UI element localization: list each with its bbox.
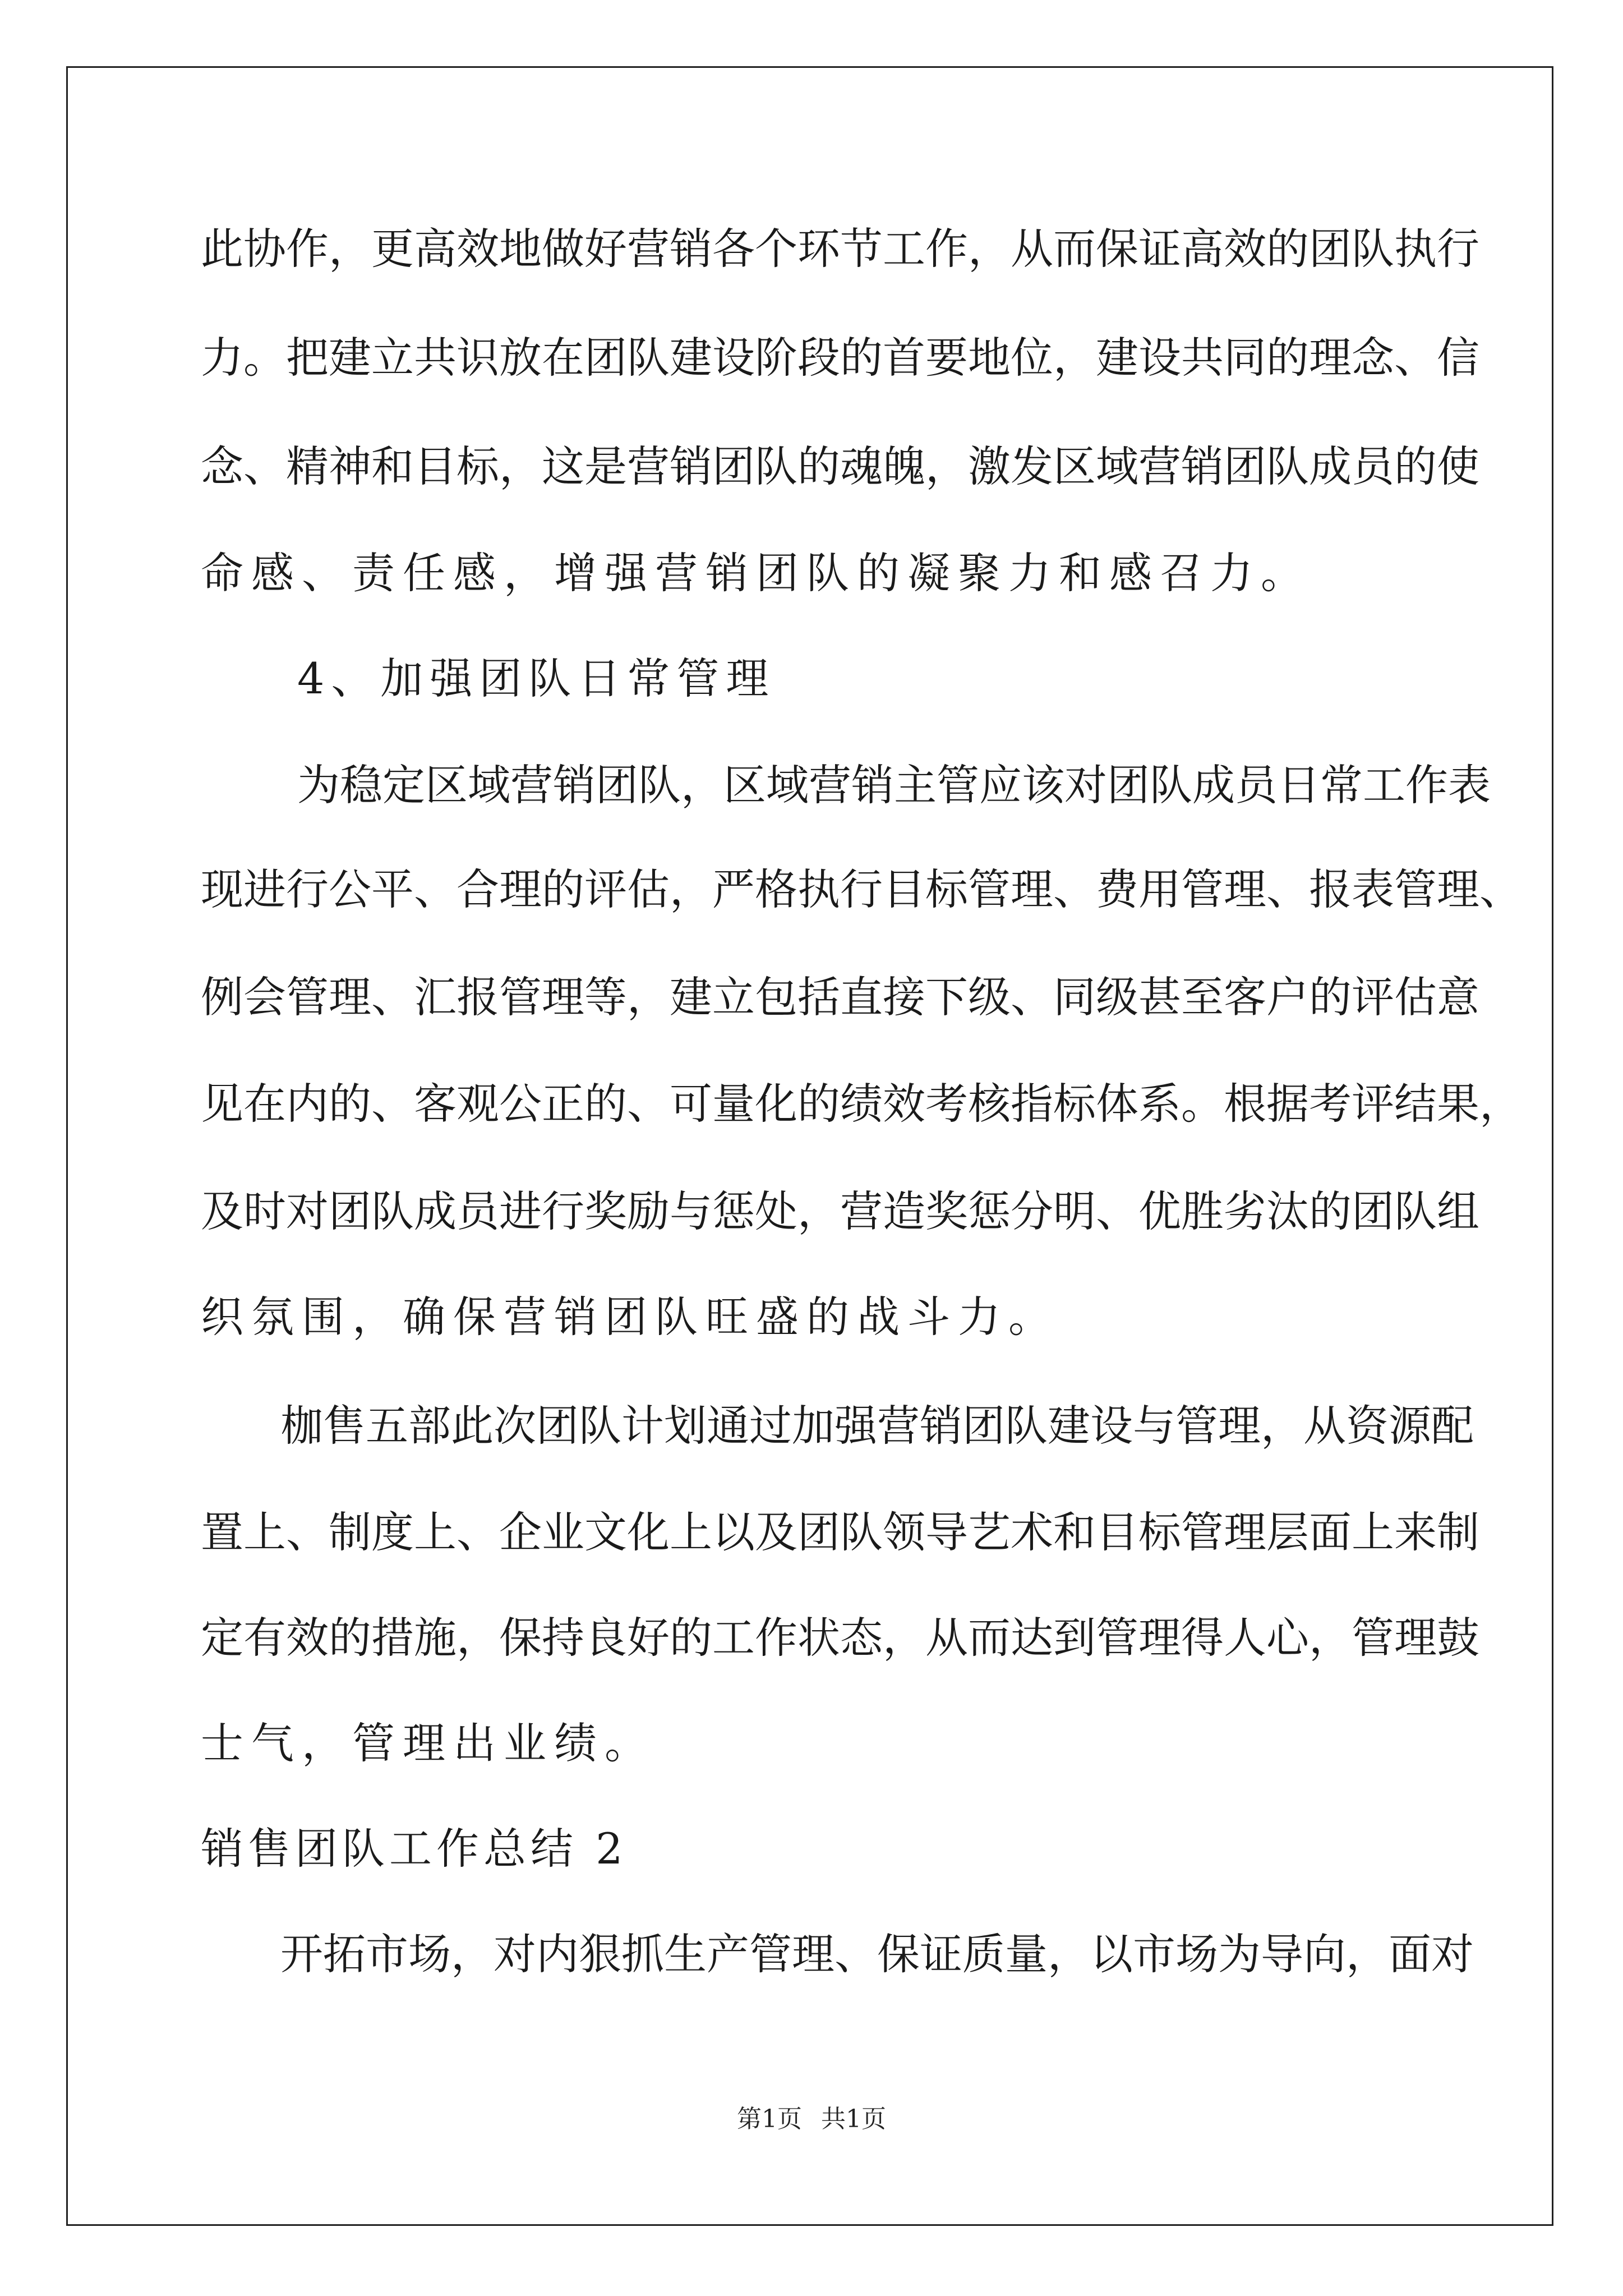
paragraph-line: 织氛围，确保营销团队旺盛的战斗力。 [201,1292,1059,1342]
page-border [66,66,1553,2226]
paragraph-line: 例会管理、汇报管理等，建立包括直接下级、同级甚至客户的评估意 [201,972,1479,1022]
paragraph-line: 力。把建立共识放在团队建设阶段的首要地位，建设共同的理念、信 [201,333,1479,383]
paragraph-line: 现进行公平、合理的评估，严格执行目标管理、费用管理、报表管理、 [201,864,1522,914]
paragraph-line: 士气，管理出业绩。 [201,1718,655,1768]
page-footer [0,2102,1623,2136]
paragraph-line: 见在内的、客观公正的、可量化的绩效考核指标体系。根据考评结果， [201,1079,1522,1129]
paragraph-line: 念、精神和目标，这是营销团队的魂魄，激发区域营销团队成员的使 [201,441,1479,491]
section-heading: 4、加强团队日常管理 [297,654,776,703]
paragraph-line: 定有效的措施，保持良好的工作状态，从而达到管理得人心，管理鼓 [201,1613,1479,1663]
page-number: 第1页 [737,2105,802,2133]
paragraph-line: 枷售五部此次团队计划通过加强营销团队建设与管理，从资源配 [280,1401,1474,1451]
paragraph-line: 开拓市场，对内狠抓生产管理、保证质量，以市场为导向，面对 [280,1929,1474,1979]
paragraph-line: 命感、责任感，增强营销团队的凝聚力和感召力。 [201,548,1311,598]
paragraph-line: 为稳定区域营销团队，区域营销主管应该对团队成员日常工作表 [297,760,1491,810]
paragraph-line: 及时对团队成员进行奖励与惩处，营造奖惩分明、优胜劣汰的团队组 [201,1186,1479,1236]
paragraph-line: 置上、制度上、企业文化上以及团队领导艺术和目标管理层面上来制 [201,1507,1479,1557]
section-title: 销售团队工作总结 2 [201,1824,628,1874]
page-total: 共1页 [821,2105,886,2133]
paragraph-line: 此协作，更高效地做好营销各个环节工作，从而保证高效的团队执行 [201,224,1479,274]
